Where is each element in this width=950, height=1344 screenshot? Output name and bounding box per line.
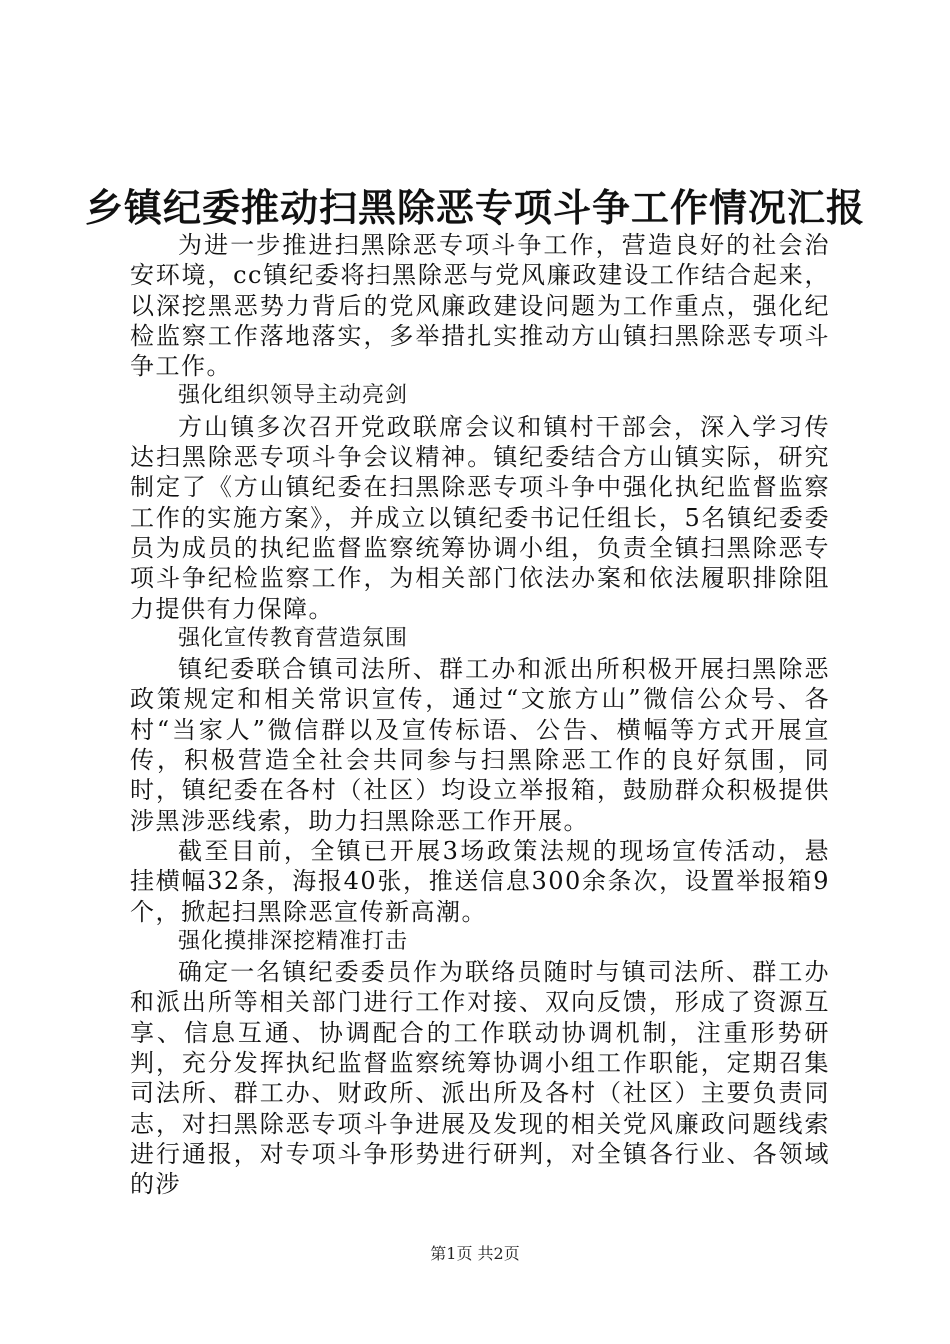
- document-title: 乡镇纪委推动扫黑除恶专项斗争工作情况汇报: [84, 186, 865, 230]
- paragraph-intro: 为进一步推进扫黑除恶专项斗争工作，营造良好的社会治安环境，cc镇纪委将扫黑除恶与党风廉政建设工作结合起来，以深挖黑恶势力背后的党风廉政建设问题为工作重点，强化纪检监察工作落地落实，多举措扎实推动方山镇扫黑除恶专项斗争工作。: [130, 231, 830, 381]
- section-heading-organization: 强化组织领导主动亮剑: [178, 383, 409, 409]
- paragraph-publicity: 镇纪委联合镇司法所、群工办和派出所积极开展扫黑除恶政策规定和相关常识宣传，通过“文旅方山”微信公众号、各村“当家人”微信群以及宣传标语、公告、横幅等方式开展宣传，积极营造全社会共同参与扫黑除恶工作的良好氛围，同时，镇纪委在各村（社区）均设立举报箱，鼓励群众积极提供涉黑涉恶线索，助力扫黑除恶工作开展。: [130, 655, 830, 835]
- section-heading-publicity: 强化宣传教育营造氛围: [178, 625, 409, 651]
- paragraph-publicity-stats: 截至目前，全镇已开展3场政策法规的现场宣传活动，悬挂横幅32条，海报40张，推送信息300余条次，设置举报箱9个，掀起扫黑除恶宣传新高潮。: [130, 836, 830, 926]
- page-footer: 第1页 共2页: [430, 1244, 520, 1263]
- paragraph-investigation: 确定一名镇纪委委员作为联络员随时与镇司法所、群工办和派出所等相关部门进行工作对接、双向反馈，形成了资源互享、信息互通、协调配合的工作联动协调机制，注重形势研判，充分发挥执纪监督监察统筹协调小组工作职能，定期召集司法所、群工办、财政所、派出所及各村（社区）主要负责同志，对扫黑除恶专项斗争进展及发现的相关党风廉政问题线索进行通报，对专项斗争形势进行研判，对全镇各行业、各领域的涉: [130, 958, 830, 1199]
- document-body: [130, 230, 830, 1200]
- paragraph-organization: 方山镇多次召开党政联席会议和镇村干部会，深入学习传达扫黑除恶专项斗争会议精神。镇纪委结合方山镇实际，研究制定了《方山镇纪委在扫黑除恶专项斗争中强化执纪监督监察工作的实施方案》，并成立以镇纪委书记任组长，5名镇纪委委员为成员的执纪监督监察统筹协调小组，负责全镇扫黑除恶专项斗争纪检监察工作，为相关部门依法办案和依法履职排除阻力提供有力保障。: [130, 412, 830, 623]
- section-heading-investigation: 强化摸排深挖精准打击: [178, 928, 409, 954]
